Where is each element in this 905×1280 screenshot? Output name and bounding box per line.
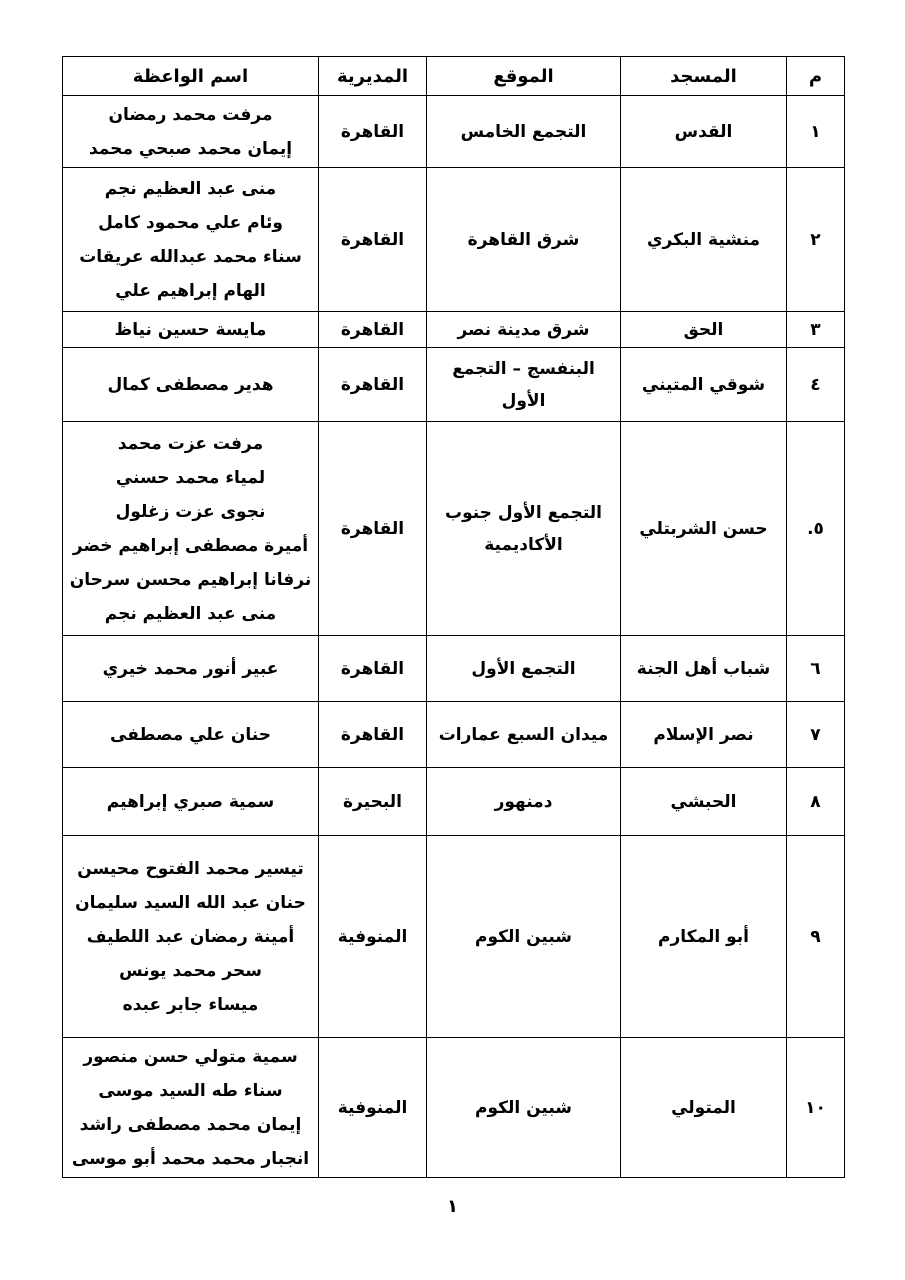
mosque-name: القدس (621, 96, 787, 168)
mosque-name: منشية البكري (621, 168, 787, 312)
preachers-cell (63, 348, 319, 422)
directorate-name: القاهرة (319, 636, 427, 702)
preacher-name: مرفت محمد رمضان (108, 104, 273, 125)
table-row (63, 1038, 845, 1178)
row-number: ٩ (787, 836, 845, 1038)
header-preachers: اسم الواعظة (63, 57, 319, 96)
preacher-name: سمية متولي حسن منصور (83, 1046, 298, 1067)
preacher-name: منى عبد العظيم نجم (104, 178, 277, 199)
header-mosque: المسجد (621, 57, 787, 96)
preacher-name: إيمان محمد مصطفى راشد (79, 1114, 302, 1135)
directorate-name: المنوفية (319, 1038, 427, 1178)
table-row (63, 636, 845, 702)
site-name: شرق القاهرة (427, 168, 621, 312)
row-number: ١٠ (787, 1038, 845, 1178)
table-row (63, 96, 845, 168)
directorate-name: القاهرة (319, 702, 427, 768)
site-name: دمنهور (427, 768, 621, 836)
directorate-name: القاهرة (319, 168, 427, 312)
preachers-table (62, 56, 845, 1178)
row-number: ٨ (787, 768, 845, 836)
mosque-name: شوقي المتيني (621, 348, 787, 422)
preacher-name: وئام علي محمود كامل (98, 212, 283, 233)
preacher-name: نجوى عزت زغلول (115, 501, 266, 522)
site-name: شبين الكوم (427, 836, 621, 1038)
site-name: شرق مدينة نصر (427, 312, 621, 348)
mosque-name: الحق (621, 312, 787, 348)
directorate-name: القاهرة (319, 312, 427, 348)
mosque-name: شباب أهل الجنة (621, 636, 787, 702)
directorate-name: القاهرة (319, 348, 427, 422)
site-name: البنفسج – التجمع الأول (427, 348, 621, 422)
preacher-name: سحر محمد يونس (119, 960, 262, 981)
row-number: ٧ (787, 702, 845, 768)
site-name: التجمع الأول جنوب الأكاديمية (427, 422, 621, 636)
preachers-cell (63, 836, 319, 1038)
preacher-name: حنان علي مصطفى (110, 724, 271, 745)
site-name: شبين الكوم (427, 1038, 621, 1178)
preachers-cell (63, 1038, 319, 1178)
preacher-name: مايسة حسين نياظ (114, 319, 267, 340)
preacher-name: سناء محمد عبدالله عريقات (79, 246, 302, 267)
mosque-name: أبو المكارم (621, 836, 787, 1038)
preacher-name: ميساء جابر عبده (122, 994, 259, 1015)
preacher-name: إيمان محمد صبحي محمد (88, 138, 293, 159)
preachers-cell (63, 768, 319, 836)
row-number: ١ (787, 96, 845, 168)
preachers-cell (63, 422, 319, 636)
header-site: الموقع (427, 57, 621, 96)
preacher-name: منى عبد العظيم نجم (104, 603, 277, 624)
table-row (63, 348, 845, 422)
directorate-name: القاهرة (319, 96, 427, 168)
table-row (63, 768, 845, 836)
preacher-name: نرفانا إبراهيم محسن سرحان (69, 569, 312, 590)
row-number: ٦ (787, 636, 845, 702)
preacher-name: انجبار محمد محمد أبو موسى (71, 1148, 310, 1169)
site-name: ميدان السبع عمارات (427, 702, 621, 768)
site-name: التجمع الخامس (427, 96, 621, 168)
header-num: م (787, 57, 845, 96)
table-row (63, 422, 845, 636)
header-row (63, 57, 845, 96)
preacher-name: حنان عبد الله السيد سليمان (75, 892, 306, 913)
mosque-name: حسن الشربتلي (621, 422, 787, 636)
preacher-name: أميرة مصطفى إبراهيم خضر (72, 535, 309, 556)
preacher-name: مرفت عزت محمد (117, 433, 264, 454)
directorate-name: المنوفية (319, 836, 427, 1038)
mosque-name: المتولي (621, 1038, 787, 1178)
directorate-name: البحيرة (319, 768, 427, 836)
row-number: ٤ (787, 348, 845, 422)
preacher-name: أمينة رمضان عبد اللطيف (86, 926, 295, 947)
mosque-name: الحبشي (621, 768, 787, 836)
site-name: التجمع الأول (427, 636, 621, 702)
row-number: ٢ (787, 168, 845, 312)
preacher-name: الهام إبراهيم علي (115, 280, 266, 301)
table-row (63, 836, 845, 1038)
preacher-name: سناء طه السيد موسى (98, 1080, 283, 1101)
preacher-name: تيسير محمد الفتوح محيسن (77, 858, 304, 879)
row-number: ٥. (787, 422, 845, 636)
row-number: ٣ (787, 312, 845, 348)
preacher-name: لمياء محمد حسني (115, 467, 266, 488)
directorate-name: القاهرة (319, 422, 427, 636)
mosque-name: نصر الإسلام (621, 702, 787, 768)
preachers-cell (63, 168, 319, 312)
preacher-name: سمية صبري إبراهيم (106, 791, 275, 812)
header-gov: المديرية (319, 57, 427, 96)
page-number: ١ (447, 1196, 458, 1217)
preachers-cell (63, 636, 319, 702)
table-row (63, 168, 845, 312)
preachers-cell (63, 312, 319, 348)
table-row (63, 702, 845, 768)
preachers-cell (63, 96, 319, 168)
preacher-name: عبير أنور محمد خيري (102, 658, 279, 679)
preachers-cell (63, 702, 319, 768)
preacher-name: هدير مصطفى كمال (107, 374, 274, 395)
table-row (63, 312, 845, 348)
